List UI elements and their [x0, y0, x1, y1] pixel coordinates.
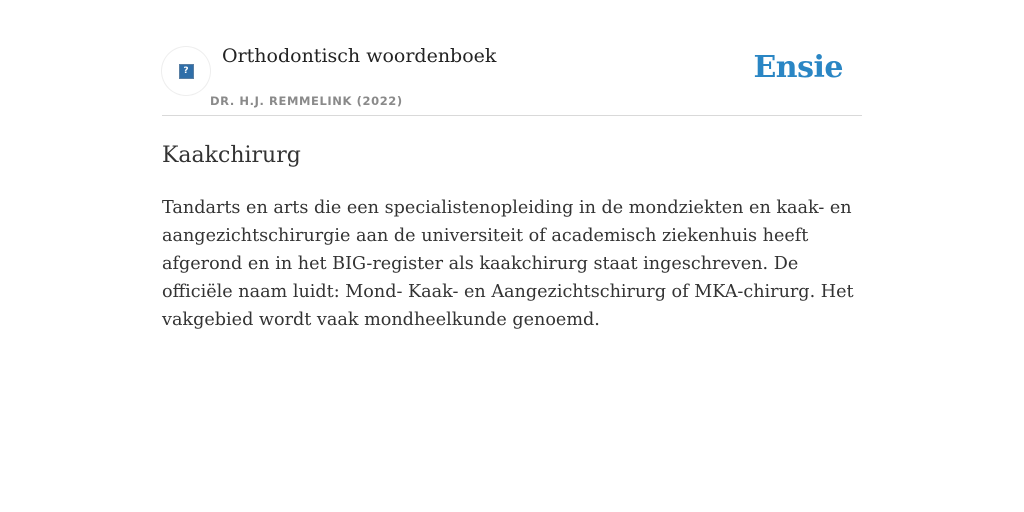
ensie-logo[interactable]: Ensie [753, 50, 843, 85]
entry-card [162, 36, 862, 334]
book-title-link[interactable]: Orthodontisch woordenboek [222, 45, 497, 67]
book-header [162, 36, 862, 116]
entry-definition: Tandarts en arts die een specialistenopleiding in de mondziekten en kaak- en aangezichtschirurgie aan de universiteit of academisch ziekenhuis heeft afgerond en in het BIG-register als kaakchirurg staat ingeschreven. De officiële naam luidt: Mond- Kaak- en Aangezichtschirurg of MKA-chirurg. Het vakgebied wordt vaak mondheelkunde genoemd. [162, 198, 854, 330]
book-cover-icon[interactable] [162, 47, 210, 95]
entry-title: Kaakchirurg [162, 143, 301, 168]
book-cover-glyph: ? [179, 64, 194, 79]
book-author: DR. H.J. REMMELINK (2022) [210, 94, 403, 108]
